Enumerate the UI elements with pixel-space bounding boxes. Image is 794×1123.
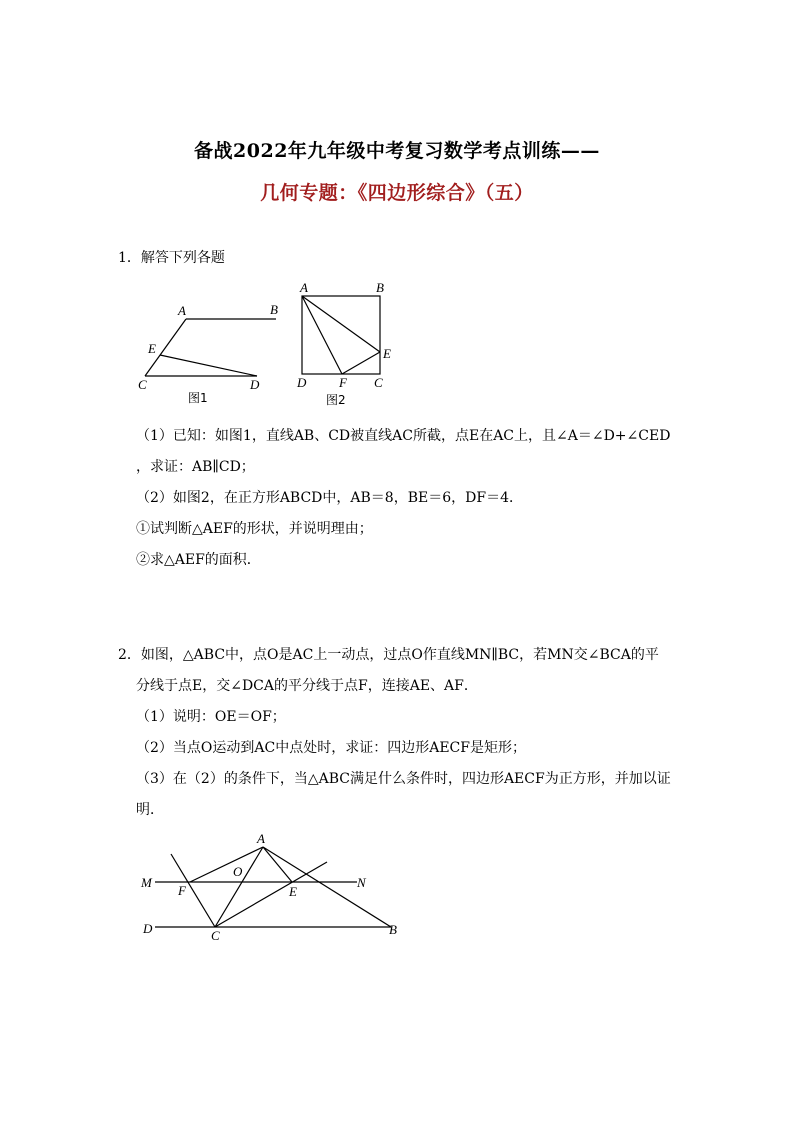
q1-figure2 — [292, 280, 402, 410]
q1-part2: （2）如图2，在正方形ABCD中，AB＝8，BE＝6，DF＝4． — [136, 490, 523, 506]
fig1-caption: 图1 — [188, 391, 208, 405]
label-D: D — [297, 375, 307, 390]
q2-part3-line2: 明． — [136, 802, 164, 818]
line-AF — [302, 296, 342, 374]
q1-part2-1: ①试判断△AEF的形状，并说明理由； — [136, 521, 373, 537]
label-E: E — [148, 341, 156, 356]
label-F: F — [178, 883, 186, 898]
q1-figure1 — [130, 295, 280, 405]
label-B: B — [270, 302, 278, 317]
line-AB — [263, 847, 391, 927]
label-D: D — [143, 921, 153, 936]
label-A: A — [300, 280, 308, 295]
label-C: C — [374, 375, 383, 390]
label-N: N — [357, 875, 366, 890]
label-C: C — [138, 377, 147, 392]
line-AE — [263, 847, 292, 882]
q1-part1-line1: （1）已知：如图1，直线AB、CD被直线AC所截，点E在AC上，且∠A＝∠D+∠CED — [136, 428, 671, 444]
label-E: E — [289, 884, 297, 899]
label-C: C — [211, 928, 220, 943]
line-EF — [342, 352, 380, 374]
square-ABCD — [302, 296, 380, 374]
label-E: E — [383, 346, 391, 361]
label-B: B — [376, 280, 384, 295]
label-F: F — [339, 375, 347, 390]
label-M: M — [141, 875, 152, 890]
label-D: D — [250, 377, 260, 392]
q2-part1: （1）说明：OE＝OF； — [136, 709, 286, 725]
q2-line1: 2．如图，△ABC中，点O是AC上一动点，过点O作直线MN∥BC，若MN交∠BCA的平 — [118, 647, 659, 663]
line-ED — [160, 355, 257, 376]
q2-part3-line1: （3）在（2）的条件下，当△ABC满足什么条件时，四边形AECF为正方形，并加以证 — [136, 771, 671, 787]
label-B: B — [389, 922, 397, 937]
label-O: O — [233, 864, 243, 879]
q1-part1-line2: ，求证：AB∥CD； — [136, 459, 255, 475]
q2-line2: 分线于点E，交∠DCA的平分线于点F，连接AE、AF． — [136, 678, 478, 694]
title-line2: 几何专题：《四边形综合》（五） — [260, 182, 534, 204]
title-line1: 备战2022年九年级中考复习数学考点训练—— — [194, 140, 600, 162]
q1-part2-2: ②求△AEF的面积． — [136, 552, 261, 568]
label-A: A — [257, 831, 265, 846]
label-A: A — [178, 303, 186, 318]
q2-figure — [135, 828, 410, 946]
q1-header: 1．解答下列各题 — [118, 250, 225, 266]
line-AE — [302, 296, 380, 352]
q2-part2: （2）当点O运动到AC中点处时，求证：四边形AECF是矩形； — [136, 740, 526, 756]
line-CE-bisector — [215, 862, 327, 927]
fig2-caption: 图2 — [326, 393, 346, 407]
